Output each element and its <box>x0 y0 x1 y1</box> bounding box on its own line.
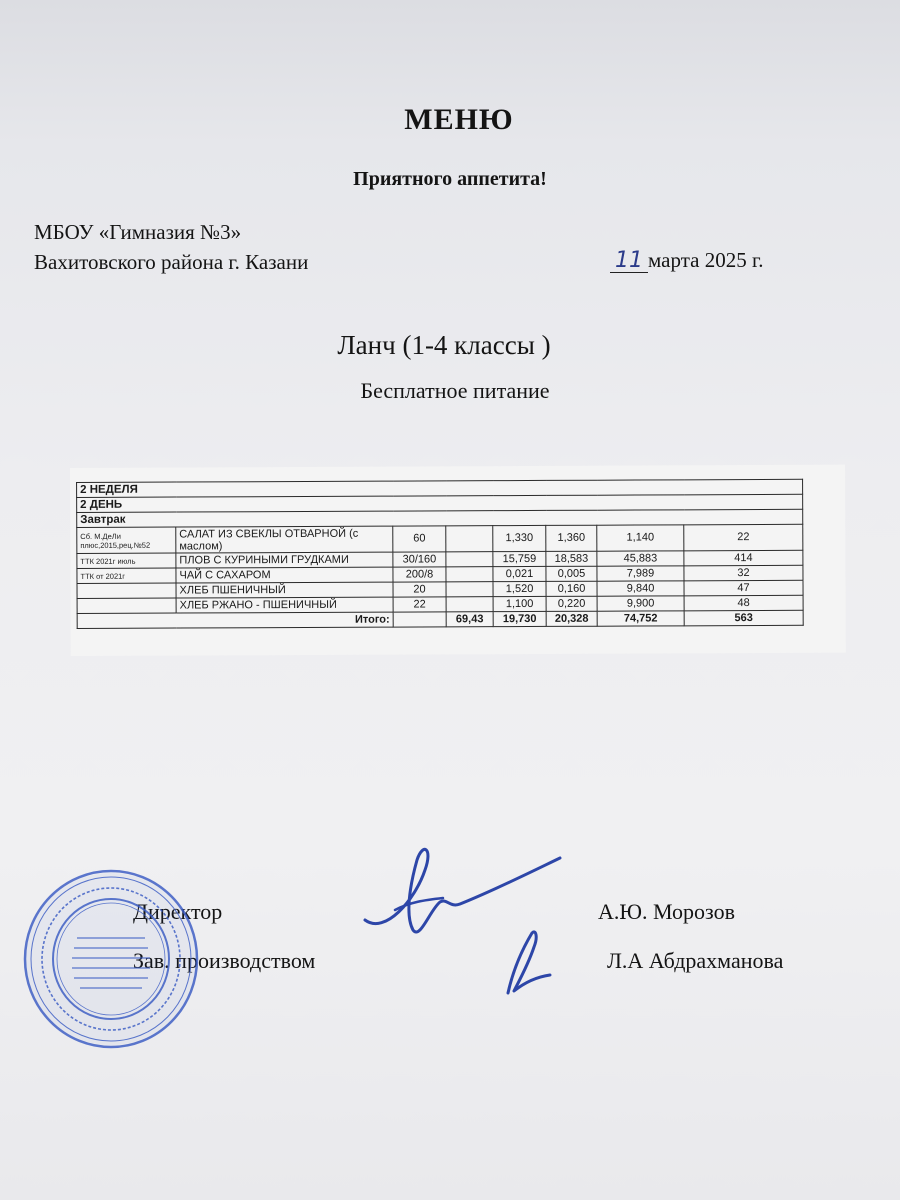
menu-printout <box>70 465 846 656</box>
total-label: Итого: <box>77 612 393 628</box>
school-district: Вахитовского района г. Казани <box>34 250 309 274</box>
day-label: 2 ДЕНЬ <box>77 494 803 512</box>
recipe-code <box>77 583 176 598</box>
production-head-name: Л.А Абдрахманова <box>607 948 784 973</box>
protein: 15,759 <box>493 551 546 566</box>
page-title: МЕНЮ <box>404 103 514 136</box>
menu-table <box>76 479 804 629</box>
fat: 1,360 <box>546 525 597 551</box>
price <box>446 552 493 567</box>
price <box>446 597 493 612</box>
protein: 1,100 <box>493 596 546 611</box>
total-price: 69,43 <box>446 612 493 627</box>
recipe-code: ТТК от 2021г <box>77 568 176 583</box>
kcal: 32 <box>684 565 803 581</box>
portion: 200/8 <box>393 567 446 582</box>
production-head-title: Зав. производством <box>133 948 316 973</box>
dish-name: ХЛЕБ РЖАНО - ПШЕНИЧНЫЙ <box>176 597 393 613</box>
portion: 22 <box>393 597 446 612</box>
director-title: Директор <box>133 899 223 924</box>
week-label: 2 НЕДЕЛЯ <box>77 479 803 497</box>
fat: 0,005 <box>546 566 597 581</box>
total-portion <box>393 612 446 627</box>
table-row <box>77 524 803 553</box>
meal-subtitle: Бесплатное питание <box>360 378 550 403</box>
total-row <box>77 610 803 628</box>
fat: 0,220 <box>546 596 597 611</box>
kcal: 47 <box>684 580 803 596</box>
protein: 0,021 <box>493 566 546 581</box>
greeting: Приятного аппетита! <box>353 168 547 190</box>
price <box>446 582 493 597</box>
meal-title: Ланч (1-4 классы ) <box>337 330 551 360</box>
price <box>446 567 493 582</box>
carbs: 9,840 <box>597 581 684 596</box>
total-carbs: 74,752 <box>597 611 684 626</box>
portion: 30/160 <box>393 552 446 567</box>
production-head-signature-icon <box>490 925 560 1000</box>
recipe-code: ТТК 2021г июль <box>77 553 176 568</box>
section-label: Завтрак <box>77 509 803 527</box>
total-fat: 20,328 <box>546 611 597 626</box>
price <box>446 526 493 552</box>
dish-name: ПЛОВ С КУРИНЫМИ ГРУДКАМИ <box>176 552 393 568</box>
protein: 1,520 <box>493 581 546 596</box>
recipe-code: Сб. М.ДеЛи плюс,2015,рец.№52 <box>77 527 176 553</box>
kcal: 48 <box>684 595 803 611</box>
portion: 20 <box>393 582 446 597</box>
fat: 0,160 <box>546 581 597 596</box>
date-day: 11 <box>610 250 648 273</box>
fat: 18,583 <box>546 551 597 566</box>
stamp-icon <box>22 868 200 1050</box>
director-name: А.Ю. Морозов <box>598 899 735 924</box>
kcal: 414 <box>684 550 803 566</box>
dish-name: САЛАТ ИЗ СВЕКЛЫ ОТВАРНОЙ (с маслом) <box>176 526 393 553</box>
total-kcal: 563 <box>684 610 803 626</box>
carbs: 45,883 <box>597 551 684 566</box>
portion: 60 <box>393 526 446 552</box>
dish-name: ЧАЙ С САХАРОМ <box>176 567 393 583</box>
document-date <box>610 248 763 273</box>
carbs: 7,989 <box>597 566 684 581</box>
total-protein: 19,730 <box>493 611 546 626</box>
date-month-year: марта 2025 г. <box>648 248 764 272</box>
school-name: МБОУ «Гимназия №3» <box>34 220 242 244</box>
kcal: 22 <box>684 524 803 551</box>
protein: 1,330 <box>493 525 546 551</box>
dish-name: ХЛЕБ ПШЕНИЧНЫЙ <box>176 582 393 598</box>
recipe-code <box>77 598 176 613</box>
carbs: 9,900 <box>597 596 684 611</box>
carbs: 1,140 <box>597 525 684 551</box>
